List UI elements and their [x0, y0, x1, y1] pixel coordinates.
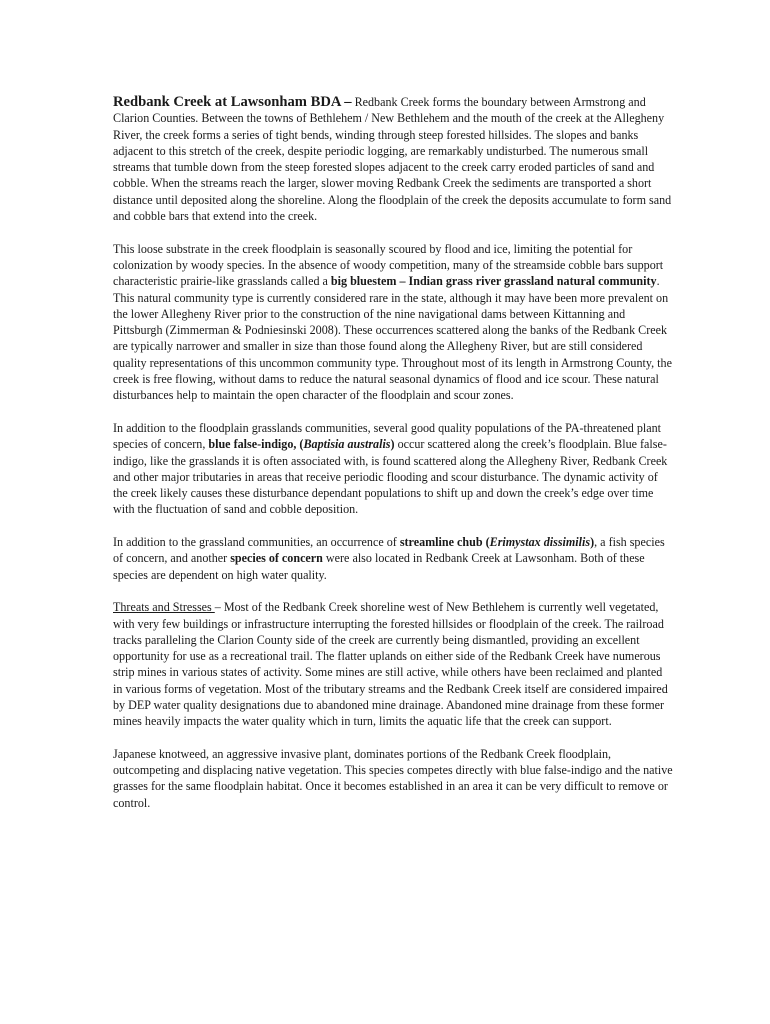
indigo-close-paren: ) [390, 437, 395, 452]
paragraph-intro [113, 94, 673, 224]
substrate-text-b: . This natural community type is currently considered rare in the state, although it may have been more prevalent on the lower Allegheny River prior to the construction of the nine navigational dams between Kittanning and Pittsburgh (Zimmerman & Podniesinski 2008). These occurrences scattered along the banks of the Redbank Creek are typically narrower and smaller in size than those found along the Allegheny River, but are still considered quality representations of this uncommon community type. Throughout most of its length in Armstrong County, the creek is free flowing, without dams to reduce the natural seasonal dynamics of flood and ice scour. These natural disturbances help to maintain the open character of the floodplain and scour zones. [113, 274, 672, 403]
chub-text-b: , a fish species of concern, and another [113, 535, 665, 566]
indigo-common-name: blue false-indigo, ( [208, 437, 304, 452]
chub-text-a: In addition to the grassland communities, an occurrence of [113, 535, 400, 550]
paragraph-false-indigo [113, 420, 673, 518]
threats-heading: Threats and Stresses [113, 600, 215, 615]
indigo-scientific-name: Baptisia australis [303, 437, 391, 452]
intro-text: Redbank Creek forms the boundary between Armstrong and Clarion Counties. Between the towns of Bethlehem / New Bethlehem and the mouth of the creek at the Allegheny River, the creek forms a series of tight bends, winding through steep forested hillsides. The slopes and banks adjacent to this stretch of the creek, despite periodic logging, are remarkably undisturbed. The numerous small streams that tumble down from the steep forested slopes adjacent to the creek carry eroded particles of sand and cobble. When the streams reach the larger, slower moving Redbank Creek the sediments are transported a short distance until deposited along the shoreline. Along the floodplain of the creek the deposits accumulate to form sand and cobble bars that extend into the creek. [113, 95, 672, 224]
document-page [113, 94, 673, 827]
chub-common-name: streamline chub ( [399, 535, 490, 550]
threats-text: – Most of the Redbank Creek shoreline west of New Bethlehem is currently well vegetated, with very few buildings or infrastructure interrupting the forested hillsides or floodplain of the creek. The railroad tracks paralleling the Clarion County side of the creek are currently being dismantled, providing an excellent opportunity for use as a recreational trail. The flatter uplands on either side of the Redbank Creek have numerous strip mines in various states of activity. Some mines are still active, while others have been reclaimed and planted in various forms of vegetation. Most of the tributary streams and the Redbank Creek itself are considered impaired by DEP water quality designations due to abandoned mine drainage. Abandoned mine drainage from these former mines heavily impacts the water quality which in turn, limits the aquatic life that the creek can support. [113, 600, 668, 729]
paragraph-threats [113, 599, 673, 729]
chub-text-c: were also located in Redbank Creek at Lawsonham. Both of these species are dependent on high water quality. [113, 551, 645, 582]
paragraph-chub [113, 534, 673, 583]
chub-scientific-name: Erimystax dissimilis [489, 535, 591, 550]
chub-close-paren: ) [590, 535, 595, 550]
indigo-text-a: In addition to the floodplain grasslands communities, several good quality populations of the PA-threatened plant species of concern, [113, 420, 662, 452]
paragraph-substrate [113, 241, 673, 404]
paragraph-knotweed [113, 746, 673, 811]
indigo-text-b: occur scattered along the creek’s floodplain. Blue false-indigo, like the grasslands it is often associated with, is found scattered along the Allegheny River, Redbank Creek and other major tributaries in areas that receive periodic flooding and scour disturbance. The dynamic activity of the creek likely causes these disturbance dependant populations to shift up and down the creek’s edge over time with the fluctuation of sand and cobble deposition. [113, 437, 668, 517]
knotweed-text: Japanese knotweed, an aggressive invasive plant, dominates portions of the Redbank Creek floodplain, outcompeting and displacing native vegetation. This species competes directly with blue false-indigo and the native grasses for the same floodplain habitat. Once it becomes established in an area it can be very difficult to remove or control. [113, 746, 673, 810]
species-of-concern: species of concern [230, 551, 323, 566]
section-title: Redbank Creek at Lawsonham BDA – [113, 94, 352, 110]
community-name: big bluestem – Indian grass river grassland natural community [330, 274, 657, 289]
substrate-text-a: This loose substrate in the creek floodplain is seasonally scoured by flood and ice, limiting the potential for colonization by woody species. In the absence of woody competition, many of the streamside cobble bars support characteristic prairie-like grasslands called a [113, 241, 664, 289]
